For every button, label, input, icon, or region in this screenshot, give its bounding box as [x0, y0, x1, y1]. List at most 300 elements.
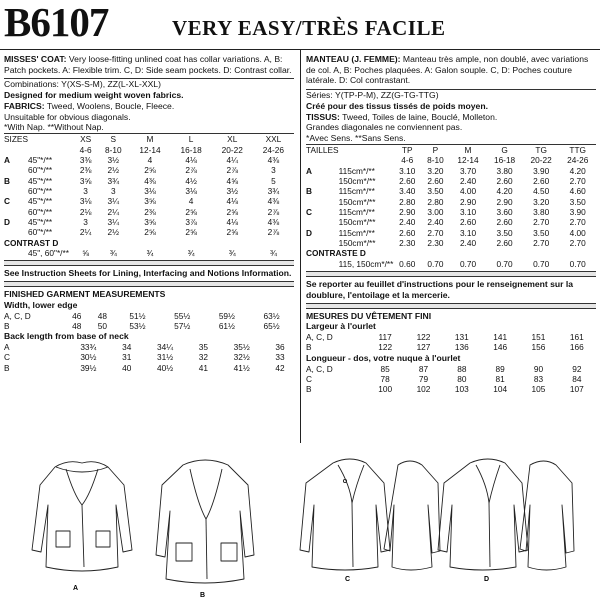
yardage-value: 3.50: [427, 186, 444, 197]
view-label: B: [200, 592, 206, 599]
size-number: 24-26: [262, 144, 285, 155]
measurement-value: 78: [380, 373, 390, 384]
measurement-value: 50: [97, 321, 107, 332]
view-d-coat: [438, 459, 574, 570]
size-number: 8-10: [427, 155, 444, 166]
combinations: Combinations: Y(XS-S-M), ZZ(L-XL-XXL): [4, 79, 161, 90]
yardage-value: 3: [111, 185, 116, 196]
yardage-row: [306, 197, 596, 207]
measurement-value: 141: [493, 332, 508, 343]
measurement-value: 79: [418, 373, 429, 384]
measurement-row: [306, 374, 596, 384]
yardage-table: [4, 133, 294, 258]
view-letter: [4, 227, 28, 237]
measurement-value: 51½: [129, 310, 146, 321]
size-letter: G: [501, 144, 508, 155]
measurement-value: 46: [72, 310, 82, 321]
yardage-value: 2.40: [399, 217, 416, 228]
yardage-value: 2.70: [533, 217, 550, 228]
yardage-row: [4, 227, 294, 237]
contrast-header-row: [4, 238, 294, 248]
contrast-label: CONTRAST D: [4, 237, 59, 248]
fabric-width: 150cm*/**: [338, 238, 376, 249]
view-letters: C: [4, 352, 10, 363]
yardage-value: 4⅛: [185, 154, 197, 165]
view-letter: [4, 207, 28, 217]
yardage-value: 2.70: [569, 175, 586, 186]
view-letter: D: [4, 217, 10, 228]
view-letter: C: [4, 196, 10, 207]
measurement-value: 104: [493, 384, 508, 395]
yardage-value: 3¾: [107, 175, 120, 186]
yardage-value: 3⅛: [185, 185, 197, 196]
view-a-coat: [32, 462, 132, 571]
fabrics: [4, 101, 294, 112]
fabric-width: 150cm*/**: [338, 217, 376, 228]
yardage-row: [4, 186, 294, 196]
measurement-value: 34: [122, 342, 132, 353]
yardage-value: 3⅛: [79, 196, 92, 207]
view-letter: [4, 186, 28, 196]
measurement-value: 80: [457, 373, 467, 384]
yardage-value: 4⅜: [144, 175, 156, 186]
size-number: 24-26: [567, 155, 589, 166]
unsuitable: Unsuitable for obvious diagonals.: [4, 111, 131, 122]
measurement-value: 30½: [80, 352, 97, 363]
yardage-value: 3.50: [496, 227, 513, 238]
yardage-value: 3.90: [533, 165, 550, 176]
fabric-width: 45", 60"*/**: [27, 248, 69, 259]
yardage-value: 2.40: [459, 238, 477, 249]
contrast-row: [306, 259, 596, 269]
yardage-row: [306, 166, 596, 176]
yardage-value: 4⅛: [226, 217, 239, 228]
measurement-value: 55½: [174, 310, 191, 321]
measurement-value: 89: [495, 363, 505, 374]
measurement-value: 35½: [233, 342, 250, 353]
yardage-row: [306, 228, 596, 238]
yardage-value: 2.60: [496, 217, 513, 228]
nap-note: *Avec Sens. **Sans Sens.: [306, 133, 406, 144]
yardage-value: 3.00: [427, 207, 444, 218]
yardage-row: [4, 217, 294, 227]
view-letter: [306, 176, 339, 186]
yardage-value: 3½: [107, 154, 120, 165]
yardage-value: 2⅝: [144, 165, 156, 176]
yardage-value: 3.10: [459, 207, 477, 218]
yardage-value: 2.90: [496, 196, 513, 207]
measurement-value: 100: [378, 384, 393, 395]
yardage-value: 4.20: [569, 165, 586, 176]
measurement-value: 35: [198, 342, 208, 353]
yardage-value: 2⅞: [185, 165, 197, 176]
measurement-value: 127: [416, 342, 431, 353]
view-letter: D: [306, 227, 312, 238]
measurement-row: [306, 342, 596, 352]
view-letter: [306, 197, 339, 207]
yardage-value: 3: [83, 217, 88, 228]
measurement-value: 85: [380, 363, 390, 374]
size-number: 16-18: [180, 144, 202, 155]
sizes-label: SIZES: [4, 134, 28, 145]
yardage-value: 2⅝: [144, 227, 156, 238]
sizes-label: TAILLES: [306, 144, 339, 155]
yardage-value: 4½: [185, 175, 197, 186]
section-bar: [4, 260, 294, 266]
instructions-note: Se reporter au feuillet d'instructions pour le renseignement sur la doublure, l'entoilage et la mercerie.: [306, 279, 574, 300]
section-bar: [4, 281, 294, 287]
view-label: A: [73, 585, 79, 592]
yardage-value: 3⅝: [144, 196, 156, 207]
yardage-value: 3.90: [569, 207, 586, 218]
yardage-value: 3½: [226, 185, 239, 196]
yardage-value: 3⅝: [79, 175, 92, 186]
description: [4, 54, 294, 75]
measurement-row: [4, 321, 294, 331]
yardage-value: 4⅜: [267, 196, 280, 207]
yardage-value: 3.10: [459, 227, 477, 238]
measurement-value: 31: [122, 352, 132, 363]
yardage-value: 2.80: [427, 196, 444, 207]
yardage-value: 2⅝: [185, 227, 197, 238]
yardage-value: 3⅛: [144, 185, 156, 196]
view-letters: B: [4, 321, 10, 332]
yardage-value: 4.00: [459, 186, 477, 197]
view-letter: A: [4, 154, 10, 165]
view-letters: B: [306, 384, 312, 395]
measurement-row: [306, 384, 596, 394]
size-letter: TTG: [569, 144, 586, 155]
measurement-value: 61½: [218, 321, 235, 332]
yardage-value: 2.40: [459, 175, 477, 186]
fabric-width: 150cm*/**: [338, 175, 376, 186]
size-numbers-row: [4, 145, 294, 155]
measurement-value: 122: [378, 342, 393, 353]
measurement-value: 48: [72, 321, 82, 332]
view-letters: A, C, D: [306, 332, 333, 343]
yardage-value: 2.60: [427, 175, 444, 186]
view-letters: B: [4, 362, 10, 373]
yardage-value: 2½: [107, 165, 120, 176]
yardage-value: 4.20: [496, 186, 513, 197]
size-letter: TP: [401, 144, 413, 155]
yardage-value: 3¼: [107, 196, 120, 207]
back-length-label: Back length from base of neck: [4, 331, 129, 342]
yardage-value: 2½: [107, 227, 120, 238]
view-letters: A, C, D: [306, 363, 333, 374]
designed-for: Designed for medium weight woven fabrics.: [4, 90, 184, 101]
yardage-value: 3.80: [496, 165, 513, 176]
measurement-value: 34¼: [156, 342, 174, 353]
yardage-value: 3⅞: [185, 217, 197, 228]
size-letter: XXL: [265, 134, 282, 145]
view-label: C: [345, 576, 351, 583]
fabric-width: 150cm*/**: [338, 196, 376, 207]
measurement-value: 81: [495, 373, 505, 384]
yardage-value: 4⅜: [267, 217, 280, 228]
yardage-value: 3¼: [107, 217, 120, 228]
illustration-svg: [0, 455, 600, 600]
size-number: 20-22: [530, 155, 552, 166]
yardage-value: ¾: [187, 248, 195, 259]
fabric-width: 60"*/**: [27, 227, 53, 238]
yardage-value: ⅝: [82, 248, 90, 259]
yardage-value: 0.60: [399, 258, 416, 269]
yardage-value: 2.40: [427, 217, 444, 228]
yardage-value: 3.80: [533, 207, 550, 218]
width-label: Largeur à l'ourlet: [306, 321, 376, 332]
yardage-row: [4, 155, 294, 165]
size-number: 4-6: [401, 155, 414, 166]
measurement-value: 136: [454, 342, 469, 353]
size-number: 20-22: [221, 144, 243, 155]
width-label: Width, lower edge: [4, 299, 78, 310]
fabric-width: 115cm*/**: [338, 165, 375, 176]
yardage-value: 3.70: [459, 165, 477, 176]
nap-note: *With Nap. **Without Nap.: [4, 122, 104, 133]
measurement-value: 131: [454, 332, 469, 343]
yardage-row: [4, 165, 294, 175]
contrast-label: CONTRASTE D: [306, 248, 366, 259]
size-number: 12-14: [139, 144, 161, 155]
yardage-value: 0.70: [427, 258, 444, 269]
yardage-value: 2.30: [399, 238, 416, 249]
size-letter: P: [432, 144, 439, 155]
yardage-value: 2¼: [107, 206, 120, 217]
finished-heading: MESURES DU VÊTEMENT FINI: [306, 310, 432, 321]
yardage-value: 2.70: [569, 238, 586, 249]
yardage-value: ¾: [109, 248, 117, 259]
contrast-row: [4, 248, 294, 258]
measurement-value: 53½: [129, 321, 146, 332]
size-number: 4-6: [79, 144, 92, 155]
section-bar: [306, 271, 596, 277]
garment-title: MANTEAU (J. FEMME):: [306, 54, 401, 64]
size-letter: M: [464, 144, 472, 155]
fabrics-text: Tweed, Woolens, Boucle, Fleece.: [46, 100, 175, 111]
yardage-value: 2⅝: [226, 227, 239, 238]
view-letter: [4, 165, 28, 175]
yardage-value: 2.90: [399, 207, 416, 218]
measurement-value: 31½: [156, 352, 174, 363]
yardage-value: 2⅞: [267, 227, 280, 238]
yardage-value: 2⅞: [267, 206, 280, 217]
measurement-value: 83: [533, 373, 544, 384]
view-letter: [306, 238, 339, 248]
yardage-row: [306, 207, 596, 217]
yardage-value: 3⅝: [144, 217, 156, 228]
finished-heading: FINISHED GARMENT MEASUREMENTS: [4, 289, 166, 300]
yardage-value: 3.40: [399, 186, 416, 197]
yardage-value: 0.70: [496, 258, 513, 269]
instructions-note: See Instruction Sheets for Lining, Interfacing and Notions Information.: [4, 268, 292, 279]
measurement-value: 33: [275, 352, 285, 363]
measurement-value: 36: [275, 342, 285, 353]
yardage-value: 0.70: [533, 258, 550, 269]
measurement-value: 88: [457, 363, 467, 374]
yardage-value: 2.60: [496, 238, 513, 249]
fabric-width: 45"*/**: [27, 217, 53, 228]
fabrics-label: FABRICS:: [4, 100, 45, 111]
measurement-value: 42: [275, 362, 285, 373]
section-bar: [306, 303, 596, 309]
measurement-value: 32½: [233, 352, 250, 363]
measurement-value: 103: [454, 384, 469, 395]
measurement-value: 40½: [156, 362, 174, 373]
size-letter: S: [110, 134, 117, 145]
measurement-value: 122: [416, 332, 431, 343]
size-number: 8-10: [105, 144, 122, 155]
measurement-value: 87: [418, 363, 429, 374]
view-letter: B: [306, 186, 312, 197]
yardage-value: 2.60: [459, 217, 477, 228]
yardage-value: 2.70: [533, 238, 550, 249]
contrast-header-row: [306, 248, 596, 258]
fabric-width: 45"*/**: [27, 154, 53, 165]
measurement-row: [4, 311, 294, 321]
size-letter: L: [188, 134, 194, 145]
view-letters: B: [306, 342, 312, 353]
yardage-value: 4.00: [569, 227, 586, 238]
measurement-value: 48: [97, 310, 107, 321]
size-letter: XS: [80, 134, 92, 145]
yardage-value: ¾: [146, 248, 154, 259]
yardage-row: [306, 217, 596, 227]
description-text: Manteau très ample, non doublé, avec variations de col. A, B: Poches plaquées. A: Galon souple. C, D: Poches couture latérale. D: Col contrastant.: [306, 54, 589, 86]
series: Séries: Y(TP-P-M), ZZ(G-TG-TTG): [306, 90, 439, 101]
yardage-value: 2.90: [459, 196, 477, 207]
yardage-value: 2.60: [399, 175, 416, 186]
yardage-value: 2¼: [79, 227, 92, 238]
yardage-value: 4: [188, 196, 194, 207]
yardage-row: [4, 176, 294, 186]
measurement-value: 63½: [263, 310, 280, 321]
fabric-width: 115cm*/**: [338, 227, 375, 238]
measurement-row: [4, 342, 294, 352]
yardage-value: 2.60: [533, 175, 550, 186]
width-table: [4, 311, 294, 332]
yardage-value: 4.60: [569, 186, 586, 197]
measurement-value: 92: [572, 363, 582, 374]
yardage-value: 3.10: [399, 165, 416, 176]
yardage-value: 4⅜: [267, 154, 280, 165]
view-letter: [306, 217, 339, 227]
view-c-coat: [300, 459, 440, 570]
yardage-value: 3.50: [569, 196, 586, 207]
pattern-number: B6107: [4, 0, 109, 45]
yardage-value: 2.30: [427, 238, 444, 249]
yardage-value: 3.50: [533, 227, 550, 238]
header: [0, 0, 600, 56]
size-letter: XL: [227, 134, 238, 145]
yardage-value: 0.70: [459, 258, 477, 269]
size-letter: TG: [535, 144, 547, 155]
yardage-value: ¾: [269, 248, 277, 259]
yardage-value: 3: [271, 165, 276, 176]
size-number: 16-18: [493, 155, 516, 166]
yardage-value: 3⅜: [79, 154, 92, 165]
view-label: D: [484, 576, 490, 583]
back-length-table: [306, 364, 596, 395]
measurement-value: 156: [531, 342, 546, 353]
fabric-width: 60"*/**: [27, 206, 53, 217]
fabric-width: 115, 150cm*/**: [338, 258, 394, 269]
measurement-value: 33¾: [80, 342, 97, 353]
measurement-value: 146: [493, 342, 508, 353]
size-letter: M: [146, 134, 154, 145]
view-letters: A, C, D: [4, 310, 31, 321]
measurement-value: 105: [531, 384, 546, 395]
yardage-value: 2.70: [427, 227, 444, 238]
fabric-width: 45"*/**: [27, 175, 53, 186]
yardage-value: 2.60: [399, 227, 416, 238]
view-b-coat: [156, 460, 254, 583]
description: [306, 54, 596, 86]
sizes-header-row: [306, 144, 596, 155]
view-letter: B: [4, 175, 10, 186]
measurement-row: [4, 363, 294, 373]
width-table: [306, 332, 596, 353]
back-length-table: [4, 342, 294, 373]
measurement-value: 57½: [174, 321, 191, 332]
fabrics: [306, 112, 596, 123]
fabric-width: 60"*/**: [27, 165, 53, 176]
measurement-value: 90: [533, 363, 544, 374]
yardage-value: 5: [271, 175, 276, 186]
measurement-value: 107: [569, 384, 584, 395]
size-number: 12-14: [457, 155, 479, 166]
yardage-value: 4⅛: [226, 196, 239, 207]
yardage-row: [4, 207, 294, 217]
yardage-value: 2.80: [399, 196, 416, 207]
measurement-value: 41: [198, 362, 208, 373]
english-column: [4, 54, 294, 373]
garment-title: MISSES' COAT:: [4, 54, 67, 64]
yardage-value: 2.70: [569, 217, 586, 228]
fabrics-text: Tweed, Toiles de laine, Bouclé, Molleton.: [342, 111, 498, 122]
yardage-value: 3¾: [267, 185, 280, 196]
measurement-row: [4, 352, 294, 362]
measurement-value: 65½: [263, 321, 280, 332]
fabric-width: 60"*/**: [27, 185, 53, 196]
measurement-value: 117: [378, 332, 392, 343]
measurement-value: 166: [569, 342, 584, 353]
yardage-value: 0.70: [569, 258, 586, 269]
yardage-row: [306, 176, 596, 186]
measurement-value: 32: [198, 352, 208, 363]
unsuitable: Grandes diagonales ne conviennent pas.: [306, 122, 463, 133]
yardage-value: 3.20: [533, 196, 550, 207]
view-letter: A: [306, 165, 312, 176]
yardage-value: 2⅝: [185, 206, 197, 217]
measurement-value: 161: [569, 332, 584, 343]
yardage-row: [306, 186, 596, 196]
yardage-value: 2⅜: [79, 165, 92, 176]
yardage-row: [4, 196, 294, 206]
measurement-value: 102: [416, 384, 431, 395]
fabric-width: 115cm*/**: [338, 207, 375, 218]
yardage-row: [306, 238, 596, 248]
yardage-value: 3: [83, 185, 88, 196]
yardage-value: 4⅝: [226, 175, 239, 186]
measurement-value: 59½: [218, 310, 235, 321]
garment-illustrations: [0, 455, 600, 600]
measurement-row: [306, 332, 596, 342]
french-column: [306, 54, 596, 395]
size-numbers-row: [306, 155, 596, 165]
measurement-row: [306, 364, 596, 374]
measurement-value: 40: [122, 362, 132, 373]
